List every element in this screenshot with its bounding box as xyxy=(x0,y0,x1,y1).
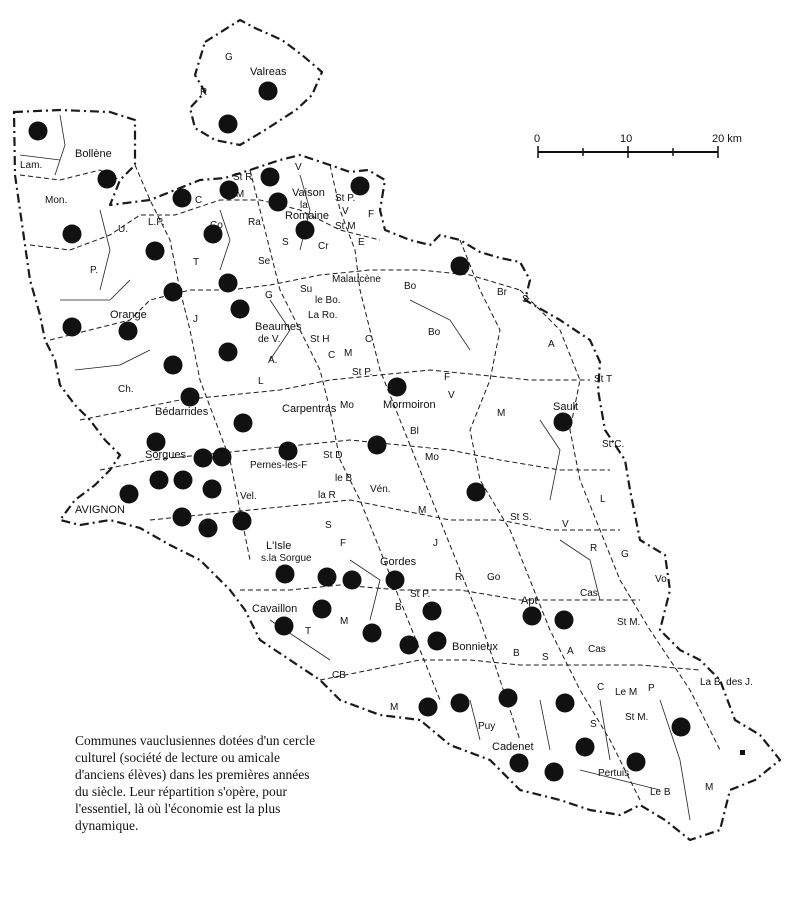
label-a1: A. xyxy=(268,355,278,366)
label-v2: V xyxy=(342,206,349,217)
commune-dot xyxy=(276,565,295,584)
label-lp: L.P. xyxy=(148,217,165,228)
commune-dot xyxy=(213,448,232,467)
commune-dot xyxy=(119,322,138,341)
label-puy: Puy xyxy=(478,721,496,732)
label-valreas: Valreas xyxy=(250,66,287,78)
label-su: Su xyxy=(300,284,313,295)
label-bollene: Bollène xyxy=(75,148,112,160)
label-j2: J xyxy=(433,538,438,549)
commune-dot xyxy=(234,414,253,433)
label-stc: St C. xyxy=(602,439,625,450)
label-labdesj: La B. des J. xyxy=(700,677,753,688)
label-g1: G xyxy=(265,290,273,301)
label-m4: M xyxy=(340,616,349,627)
label-mon: Mon. xyxy=(45,195,68,206)
commune-dot xyxy=(181,388,200,407)
label-s3: S xyxy=(542,652,549,663)
commune-dots xyxy=(29,82,746,782)
label-v3: V xyxy=(448,390,455,401)
commune-dot xyxy=(233,512,252,531)
commune-dot xyxy=(386,571,405,590)
label-f3: F xyxy=(340,538,347,549)
label-carpentras: Carpentras xyxy=(282,403,337,415)
label-cas2: Cas xyxy=(588,644,606,655)
commune-dot xyxy=(29,122,48,141)
label-stp-top: St P. xyxy=(335,193,356,204)
label-stt: St T xyxy=(594,374,613,385)
commune-labels xyxy=(20,52,753,798)
label-c1: C xyxy=(195,195,203,206)
commune-dot xyxy=(279,442,298,461)
label-s1: S xyxy=(282,237,289,248)
label-vo: Vo xyxy=(655,574,667,585)
commune-dot xyxy=(296,221,315,240)
commune-dot xyxy=(576,738,595,757)
label-laro: La Ro. xyxy=(308,310,338,321)
label-vaison: Vaison xyxy=(292,187,325,199)
label-lem: Le M xyxy=(615,687,638,698)
label-c3: C xyxy=(365,334,373,345)
label-m5: M xyxy=(390,702,399,713)
commune-dot xyxy=(368,436,387,455)
label-j1: J xyxy=(193,314,198,325)
commune-dot xyxy=(672,718,691,737)
label-lam: Lam. xyxy=(20,160,43,171)
commune-dot xyxy=(428,632,447,651)
label-bo1: Bo xyxy=(404,281,417,292)
commune-dot xyxy=(219,274,238,293)
commune-dot xyxy=(451,257,470,276)
scale-label-10: 10 xyxy=(620,133,633,145)
label-v-top: V xyxy=(295,162,302,173)
commune-dot xyxy=(174,471,193,490)
label-b2: B xyxy=(513,648,520,659)
commune-dot xyxy=(388,378,407,397)
label-cr: Cr xyxy=(318,241,329,252)
valreas-enclave-outline xyxy=(190,20,322,145)
label-r2: R. xyxy=(455,572,465,583)
label-stm2: St M. xyxy=(617,617,641,628)
label-a-right: A xyxy=(548,339,555,350)
label-bl: Bl xyxy=(410,426,419,437)
label-t1: T xyxy=(193,257,200,268)
label-sorgues: Sorgues xyxy=(145,449,186,461)
commune-dot xyxy=(555,611,574,630)
label-sts: St S. xyxy=(510,512,532,523)
label-m1: M xyxy=(344,348,353,359)
scale-bar xyxy=(534,133,742,158)
label-vel: Vel. xyxy=(240,491,257,502)
label-c2: C xyxy=(328,350,336,361)
commune-dot xyxy=(499,689,518,708)
label-lisle: L'Isle xyxy=(266,540,292,552)
commune-dot xyxy=(219,115,238,134)
commune-dot xyxy=(343,571,362,590)
commune-dot xyxy=(63,225,82,244)
commune-dot xyxy=(627,753,646,772)
commune-dot xyxy=(231,300,250,319)
commune-dot xyxy=(423,602,442,621)
commune-dot xyxy=(120,485,139,504)
label-avignon: AVIGNON xyxy=(75,504,125,516)
label-ch: Ch. xyxy=(118,384,134,395)
label-f2: F xyxy=(444,372,451,383)
label-lebo: le Bo. xyxy=(315,295,341,306)
commune-dot xyxy=(269,193,288,212)
label-bonnieux: Bonnieux xyxy=(452,641,498,653)
label-dev: de V. xyxy=(258,334,281,345)
label-bo2: Bo xyxy=(428,327,441,338)
label-stm3: St M. xyxy=(625,712,649,723)
commune-dot xyxy=(451,694,470,713)
label-m3: M xyxy=(418,505,427,516)
label-g-top: G xyxy=(225,52,233,63)
commune-dot xyxy=(203,480,222,499)
label-malaucene: Malaucène xyxy=(332,274,381,285)
label-cadenet: Cadenet xyxy=(492,741,534,753)
commune-dot xyxy=(318,568,337,587)
scale-label-20: 20 km xyxy=(712,133,742,145)
label-l2: L xyxy=(600,494,606,505)
label-r1: R xyxy=(590,543,598,554)
label-se: Se xyxy=(258,256,271,267)
label-ven: Vén. xyxy=(370,484,391,495)
label-slasorgue: s.la Sorgue xyxy=(261,553,312,564)
scale-label-0: 0 xyxy=(534,133,541,145)
label-r-top: R xyxy=(200,87,208,98)
commune-dot xyxy=(400,636,419,655)
label-lar: la R xyxy=(318,490,336,501)
label-apt: Apt xyxy=(521,595,538,607)
label-cb: CB xyxy=(332,670,346,681)
label-ra: Ra xyxy=(248,217,261,228)
label-p: P. xyxy=(90,265,99,276)
label-l1: L xyxy=(258,376,264,387)
commune-dot xyxy=(63,318,82,337)
commune-dot xyxy=(313,600,332,619)
label-u: U. xyxy=(118,224,128,235)
label-a2: A xyxy=(567,646,574,657)
label-beaumes: Beaumes xyxy=(255,321,302,333)
label-pertuis: Pertuis xyxy=(598,768,630,779)
label-sault: Sault xyxy=(553,401,579,413)
label-s4: S xyxy=(590,719,597,730)
label-mo1: Mo xyxy=(340,400,354,411)
commune-dot xyxy=(556,694,575,713)
commune-dot xyxy=(523,607,542,626)
label-la: la xyxy=(300,200,308,211)
commune-dot xyxy=(467,483,486,502)
label-m6: M xyxy=(705,782,714,793)
label-cavaillon: Cavaillon xyxy=(252,603,298,615)
commune-dot xyxy=(164,356,183,375)
commune-dot xyxy=(259,82,278,101)
label-g2: G xyxy=(621,549,629,560)
label-s2: S xyxy=(325,520,332,531)
label-go: Go xyxy=(487,572,501,583)
commune-dot xyxy=(261,168,280,187)
commune-dot xyxy=(164,283,183,302)
label-std: St D xyxy=(323,450,343,461)
label-dem: de M xyxy=(222,189,245,200)
department-outline xyxy=(14,110,780,840)
label-stri: St R xyxy=(233,172,253,183)
commune-dot xyxy=(545,763,564,782)
commune-dot xyxy=(363,624,382,643)
label-p2: P xyxy=(648,683,655,694)
label-br: Br xyxy=(497,287,507,298)
map-caption: Communes vauclusiennes dotées d'un cercle culturel (société de lecture ou amicale d'anciens élèves) dans les premières années du siècle. Leur répartition s'opère, pour l'essentiel, là où l'économie est la plus dynamique. xyxy=(75,733,316,833)
label-s-br: S xyxy=(522,294,529,305)
label-e: E xyxy=(358,237,365,248)
label-f1: F xyxy=(368,209,375,220)
label-orange: Orange xyxy=(110,309,147,321)
label-leb2: Le B xyxy=(650,787,671,798)
label-pernes: Pernes-les-F xyxy=(250,460,308,471)
label-stp2: St P. xyxy=(352,367,373,378)
commune-dot xyxy=(419,698,438,717)
label-b1: B xyxy=(395,602,402,613)
commune-dot xyxy=(173,508,192,527)
label-romaine: Romaine xyxy=(285,210,330,222)
commune-dot xyxy=(275,617,294,636)
commune-dot xyxy=(199,519,218,538)
label-m2: M xyxy=(497,408,506,419)
commune-dot xyxy=(510,754,529,773)
label-co: Co xyxy=(210,220,223,231)
label-stp3: St P. xyxy=(410,589,431,600)
commune-dot xyxy=(554,413,573,432)
label-leb: le B xyxy=(335,473,353,484)
commune-dot xyxy=(146,242,165,261)
label-mormoiron: Mormoiron xyxy=(383,399,436,411)
commune-dot xyxy=(219,343,238,362)
label-v4: V xyxy=(562,519,569,530)
commune-dot xyxy=(150,471,169,490)
label-sth: St H xyxy=(310,334,330,345)
commune-dot xyxy=(98,170,117,189)
label-mo2: Mo xyxy=(425,452,439,463)
commune-dot xyxy=(173,189,192,208)
label-t2: T xyxy=(305,626,312,637)
map-marker xyxy=(740,750,745,755)
commune-dot xyxy=(194,449,213,468)
label-gordes: Gordes xyxy=(380,556,417,568)
label-stm: St M xyxy=(335,221,356,232)
canton-boundaries xyxy=(20,165,720,800)
label-bedarrides: Bédarrides xyxy=(155,406,209,418)
label-cas1: Cas xyxy=(580,588,598,599)
label-c4: C xyxy=(597,682,605,693)
